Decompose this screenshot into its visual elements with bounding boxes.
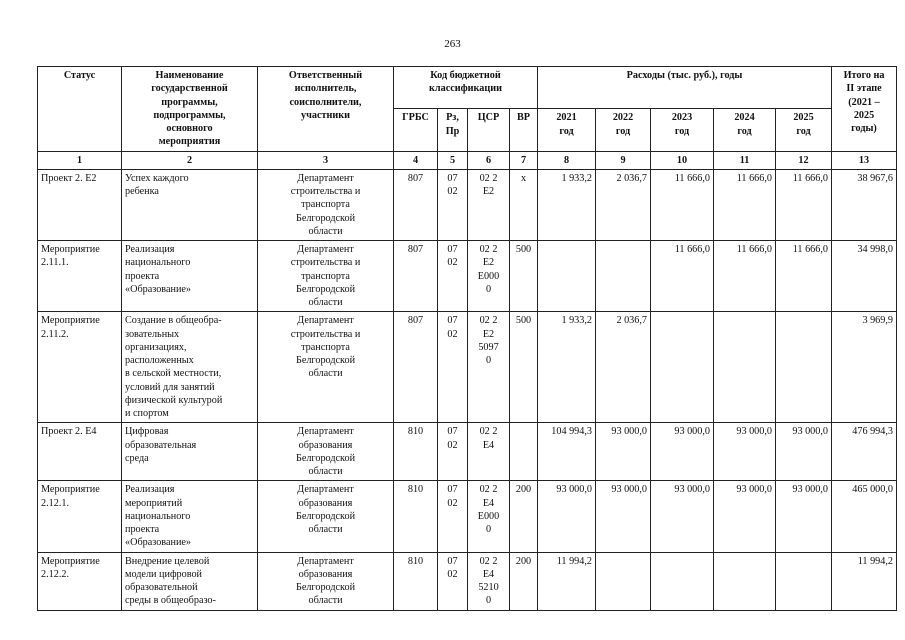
row-grbs: 810	[394, 552, 438, 610]
table-row	[38, 423, 897, 481]
header-total: Итого на II этапе (2021 – 2025 годы)	[832, 67, 897, 152]
column-number: 13	[832, 151, 897, 169]
row-2022: 2 036,7	[596, 169, 651, 240]
header-expenses: Расходы (тыс. руб.), годы	[538, 67, 832, 109]
table-row	[38, 241, 897, 312]
column-number: 5	[438, 151, 468, 169]
column-number: 10	[651, 151, 714, 169]
row-rzpr: 07 02	[438, 169, 468, 240]
row-vr: х	[510, 169, 538, 240]
row-2022	[596, 241, 651, 312]
row-grbs: 807	[394, 312, 438, 423]
column-number-row	[38, 151, 897, 169]
row-2021: 93 000,0	[538, 481, 596, 552]
row-2023: 93 000,0	[651, 481, 714, 552]
header-name: Наименование государственной программы, подпрограммы, основного мероприятия	[122, 67, 258, 152]
table-row	[38, 552, 897, 610]
header-year-2024: 2024 год	[714, 109, 776, 151]
header-grbs: ГРБС	[394, 109, 438, 151]
header-year-2025: 2025 год	[776, 109, 832, 151]
header-row-top	[38, 67, 897, 109]
row-2025: 93 000,0	[776, 423, 832, 481]
row-executor: Департамент образования Белгородской области	[258, 552, 394, 610]
row-grbs: 807	[394, 241, 438, 312]
row-2021: 1 933,2	[538, 169, 596, 240]
row-executor: Департамент строительства и транспорта Белгородской области	[258, 312, 394, 423]
row-rzpr: 07 02	[438, 312, 468, 423]
row-executor: Департамент образования Белгородской области	[258, 481, 394, 552]
row-name: Успех каждого ребенка	[122, 169, 258, 240]
row-2023: 93 000,0	[651, 423, 714, 481]
row-rzpr: 07 02	[438, 241, 468, 312]
budget-table	[37, 66, 897, 611]
row-2025	[776, 312, 832, 423]
column-number: 9	[596, 151, 651, 169]
row-csr: 02 2 Е4 Е000 0	[468, 481, 510, 552]
row-total: 38 967,6	[832, 169, 897, 240]
row-2023	[651, 552, 714, 610]
column-number: 8	[538, 151, 596, 169]
row-2022: 93 000,0	[596, 423, 651, 481]
row-grbs: 810	[394, 423, 438, 481]
column-number: 11	[714, 151, 776, 169]
row-csr: 02 2 Е2 Е000 0	[468, 241, 510, 312]
row-2021: 11 994,2	[538, 552, 596, 610]
row-name: Реализация мероприятий национального проекта «Образование»	[122, 481, 258, 552]
header-executor: Ответственный исполнитель, соисполнители, участники	[258, 67, 394, 152]
row-2021: 1 933,2	[538, 312, 596, 423]
row-2024	[714, 312, 776, 423]
row-executor: Департамент строительства и транспорта Белгородской области	[258, 169, 394, 240]
row-rzpr: 07 02	[438, 423, 468, 481]
row-status: Мероприятие 2.12.1.	[38, 481, 122, 552]
row-2025: 93 000,0	[776, 481, 832, 552]
row-vr: 500	[510, 312, 538, 423]
row-name: Создание в общеобра- зовательных организациях, расположенных в сельской местности, условий для занятий физической культурой и спортом	[122, 312, 258, 423]
row-total: 11 994,2	[832, 552, 897, 610]
row-vr: 500	[510, 241, 538, 312]
column-number: 6	[468, 151, 510, 169]
row-total: 476 994,3	[832, 423, 897, 481]
row-rzpr: 07 02	[438, 552, 468, 610]
row-vr	[510, 423, 538, 481]
header-csr: ЦСР	[468, 109, 510, 151]
row-2024: 11 666,0	[714, 241, 776, 312]
row-2024	[714, 552, 776, 610]
row-executor: Департамент строительства и транспорта Белгородской области	[258, 241, 394, 312]
header-year-2023: 2023 год	[651, 109, 714, 151]
row-vr: 200	[510, 552, 538, 610]
row-status: Проект 2. Е4	[38, 423, 122, 481]
header-rzpr: Рз, Пр	[438, 109, 468, 151]
row-status: Мероприятие 2.12.2.	[38, 552, 122, 610]
page-number: 263	[444, 38, 461, 50]
row-name: Реализация национального проекта «Образование»	[122, 241, 258, 312]
row-rzpr: 07 02	[438, 481, 468, 552]
row-status: Проект 2. Е2	[38, 169, 122, 240]
row-2022: 2 036,7	[596, 312, 651, 423]
column-number: 4	[394, 151, 438, 169]
row-status: Мероприятие 2.11.1.	[38, 241, 122, 312]
row-2025: 11 666,0	[776, 169, 832, 240]
row-2021	[538, 241, 596, 312]
table-row	[38, 481, 897, 552]
row-2023: 11 666,0	[651, 241, 714, 312]
row-csr: 02 2 Е2	[468, 169, 510, 240]
row-csr: 02 2 Е4	[468, 423, 510, 481]
row-2022	[596, 552, 651, 610]
header-status: Статус	[38, 67, 122, 152]
header-year-2021: 2021 год	[538, 109, 596, 151]
row-csr: 02 2 Е2 5097 0	[468, 312, 510, 423]
row-name: Внедрение целевой модели цифровой образовательной среды в общеобразо-	[122, 552, 258, 610]
header-vr: ВР	[510, 109, 538, 151]
column-number: 12	[776, 151, 832, 169]
header-budget-code: Код бюджетной классификации	[394, 67, 538, 109]
row-2025	[776, 552, 832, 610]
table-row	[38, 169, 897, 240]
row-csr: 02 2 Е4 5210 0	[468, 552, 510, 610]
column-number: 2	[122, 151, 258, 169]
row-grbs: 810	[394, 481, 438, 552]
column-number: 3	[258, 151, 394, 169]
row-2021: 104 994,3	[538, 423, 596, 481]
row-name: Цифровая образовательная среда	[122, 423, 258, 481]
row-2024: 93 000,0	[714, 423, 776, 481]
row-total: 3 969,9	[832, 312, 897, 423]
row-grbs: 807	[394, 169, 438, 240]
row-2023	[651, 312, 714, 423]
row-2024: 11 666,0	[714, 169, 776, 240]
row-2023: 11 666,0	[651, 169, 714, 240]
row-2022: 93 000,0	[596, 481, 651, 552]
header-year-2022: 2022 год	[596, 109, 651, 151]
row-vr: 200	[510, 481, 538, 552]
row-2024: 93 000,0	[714, 481, 776, 552]
column-number: 1	[38, 151, 122, 169]
column-number: 7	[510, 151, 538, 169]
row-2025: 11 666,0	[776, 241, 832, 312]
row-executor: Департамент образования Белгородской области	[258, 423, 394, 481]
table-row	[38, 312, 897, 423]
row-status: Мероприятие 2.11.2.	[38, 312, 122, 423]
row-total: 465 000,0	[832, 481, 897, 552]
row-total: 34 998,0	[832, 241, 897, 312]
